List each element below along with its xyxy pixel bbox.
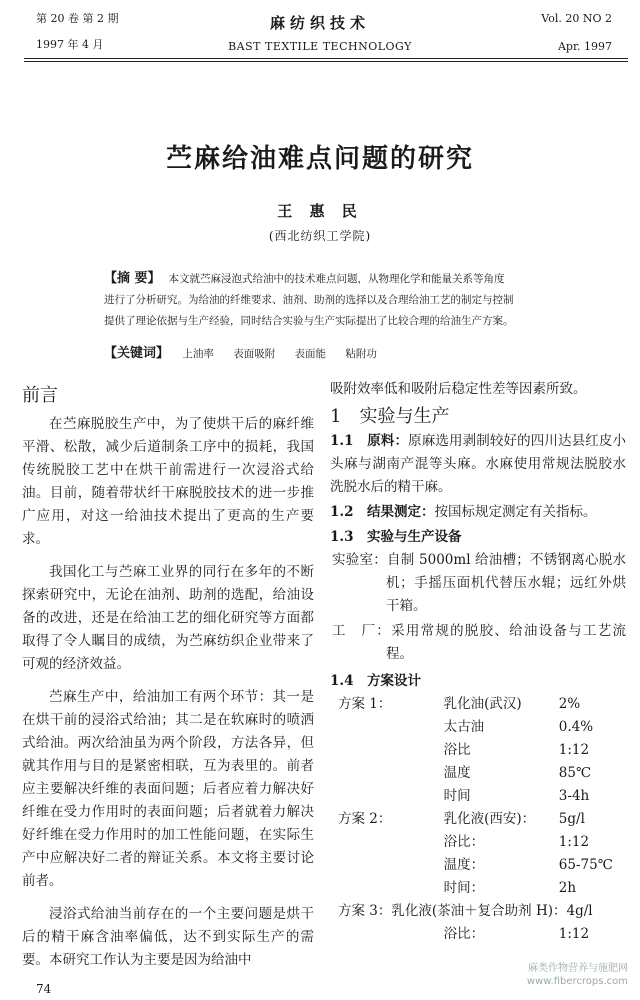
- keywords: [104, 342, 574, 361]
- paragraph: 苎麻生产中，给油加工有两个环节：其一是在烘干前的浸浴式给油；其二是在软麻时的喷洒式给油。两次给油虽为两个阶段，方法各异，但就其作用与目的是紧密相联，互为表里的。前者应主要解决纤维的表面问题；后者应着力解决好纤维在受力作用时的表面问题；后者就着力解决好纤维在受力作用时的加工性能问题，在实际生产中应解决好二者的辩证关系。本文将主要讨论前者。: [22, 689, 314, 889]
- paper-title: 苎麻给油难点问题的研究: [165, 144, 474, 174]
- author: 王 惠 民: [277, 202, 363, 220]
- plan-row: 方案 3：乳化液(茶油＋复合助剂 H)：4g/l: [338, 903, 593, 919]
- volume-issue-cn: 第 20 卷 第 2 期: [36, 12, 119, 25]
- plan-row: 温度 85℃: [443, 765, 592, 781]
- journal-title-cn: 麻纺织技术: [269, 14, 370, 32]
- subsection-label: 1.2 结果测定：: [330, 504, 435, 520]
- equipment-label: 实验室：: [332, 552, 387, 568]
- section-heading-preface: 前言: [22, 385, 58, 406]
- abstract-line: 提供了理论依据与生产经验，同时结合实验与生产实际提出了比较合理的给油生产方案。: [104, 315, 514, 327]
- page-number: 74: [36, 982, 52, 996]
- equipment-text: 采用常规的脱胶、给油设备与工艺流程。: [386, 623, 627, 662]
- paragraph: 在苎麻脱胶生产中，为了使烘干后的麻纤维平滑、松散，减少后道制条工序中的损耗，我国传统脱胶工艺中在烘干前需进行一次浸浴式给油。目前，随着带状纤干麻脱胶技术的进一步推广应用，对这一给油技术提出了更高的生产要求。: [22, 416, 314, 547]
- header-rule: [24, 58, 628, 59]
- date-en: Apr. 1997: [557, 40, 612, 53]
- plan-row: 方案 2： 乳化液(西安)： 5g/l: [338, 811, 585, 827]
- plan-row: 时间 3-4h: [443, 788, 590, 804]
- journal-title-en: BAST TEXTILE TECHNOLOGY: [228, 40, 412, 53]
- abstract-line: 进行了分析研究。为给油的纤维要求、油剂、助剂的选择以及合理给油工艺的制定与控制: [104, 294, 514, 306]
- equipment-text: 自制 5000ml 给油槽；不锈钢离心脱水机；手摇压面机代替压水辊；远红外烘干箱。: [386, 552, 627, 614]
- left-column: [22, 384, 314, 972]
- plan-row: 太古油 0.4%: [443, 719, 594, 735]
- abstract-line: 本文就苎麻浸泡式给油中的技术难点问题，从物理化学和能量关系等角度: [168, 273, 505, 285]
- plan-row: 浴比： 1:12: [443, 926, 590, 942]
- keyword: 粘附功: [345, 348, 377, 360]
- section-heading-1: 1 实验与生产: [330, 406, 450, 427]
- date-cn: 1997 年 4 月: [36, 38, 104, 51]
- plan-row: 方案 1： 乳化油(武汉) 2%: [338, 696, 581, 712]
- abstract: [104, 268, 554, 332]
- subsection-heading: 1.3 实验与生产设备: [330, 529, 462, 545]
- plan-row: 浴比： 1:12: [443, 834, 590, 850]
- paragraph-continued: 吸附效率低和吸附后稳定性差等因素所致。: [330, 381, 587, 397]
- keyword: 表面能: [294, 348, 327, 360]
- keyword: 表面吸附: [233, 348, 276, 360]
- paragraph: 我国化工与苎麻工业界的同行在多年的不断探索研究中，无论在油剂、助剂的选配，给油设备的改进，还是在给油工艺的细化研究等方面都取得了令人瞩目的成绩，为苎麻纺织企业带来了可观的经济效益。: [22, 564, 314, 672]
- affiliation: (西北纺织工学院): [268, 229, 372, 243]
- header-rule-2: [24, 61, 628, 62]
- subsection-heading: 1.4 方案设计: [330, 673, 421, 689]
- volume-issue-en: Vol. 20 NO 2: [541, 12, 612, 25]
- subsection-label: 1.1 原料：: [330, 433, 409, 449]
- plan-row: 时间： 2h: [443, 880, 577, 896]
- plan-row: 温度： 65-75℃: [443, 857, 613, 873]
- plan-row: 浴比 1:12: [443, 742, 590, 758]
- subsection-text: 原麻选用剥制较好的四川达县红皮小头麻与湖南产混等头麻。水麻使用常规法脱胶水洗脱水后的精干麻。: [330, 433, 626, 495]
- abstract-label: 【摘 要】: [104, 271, 161, 286]
- subsection-text: 按国标规定测定有关指标。: [434, 504, 597, 520]
- equipment-label: 工 厂：: [332, 623, 392, 639]
- keywords-label: 【关键词】: [104, 346, 170, 361]
- right-column: [330, 378, 626, 946]
- paragraph: 浸浴式给油当前存在的一个主要问题是烘干后的精干麻含油率偏低，达不到实际生产的需要。本研究工作认为主要是因为给油中: [22, 906, 314, 968]
- keyword: 上油率: [182, 348, 214, 360]
- watermark: 麻类作物营养与施肥网 www.fibercrops.com: [526, 963, 628, 987]
- plan-table: [330, 693, 626, 946]
